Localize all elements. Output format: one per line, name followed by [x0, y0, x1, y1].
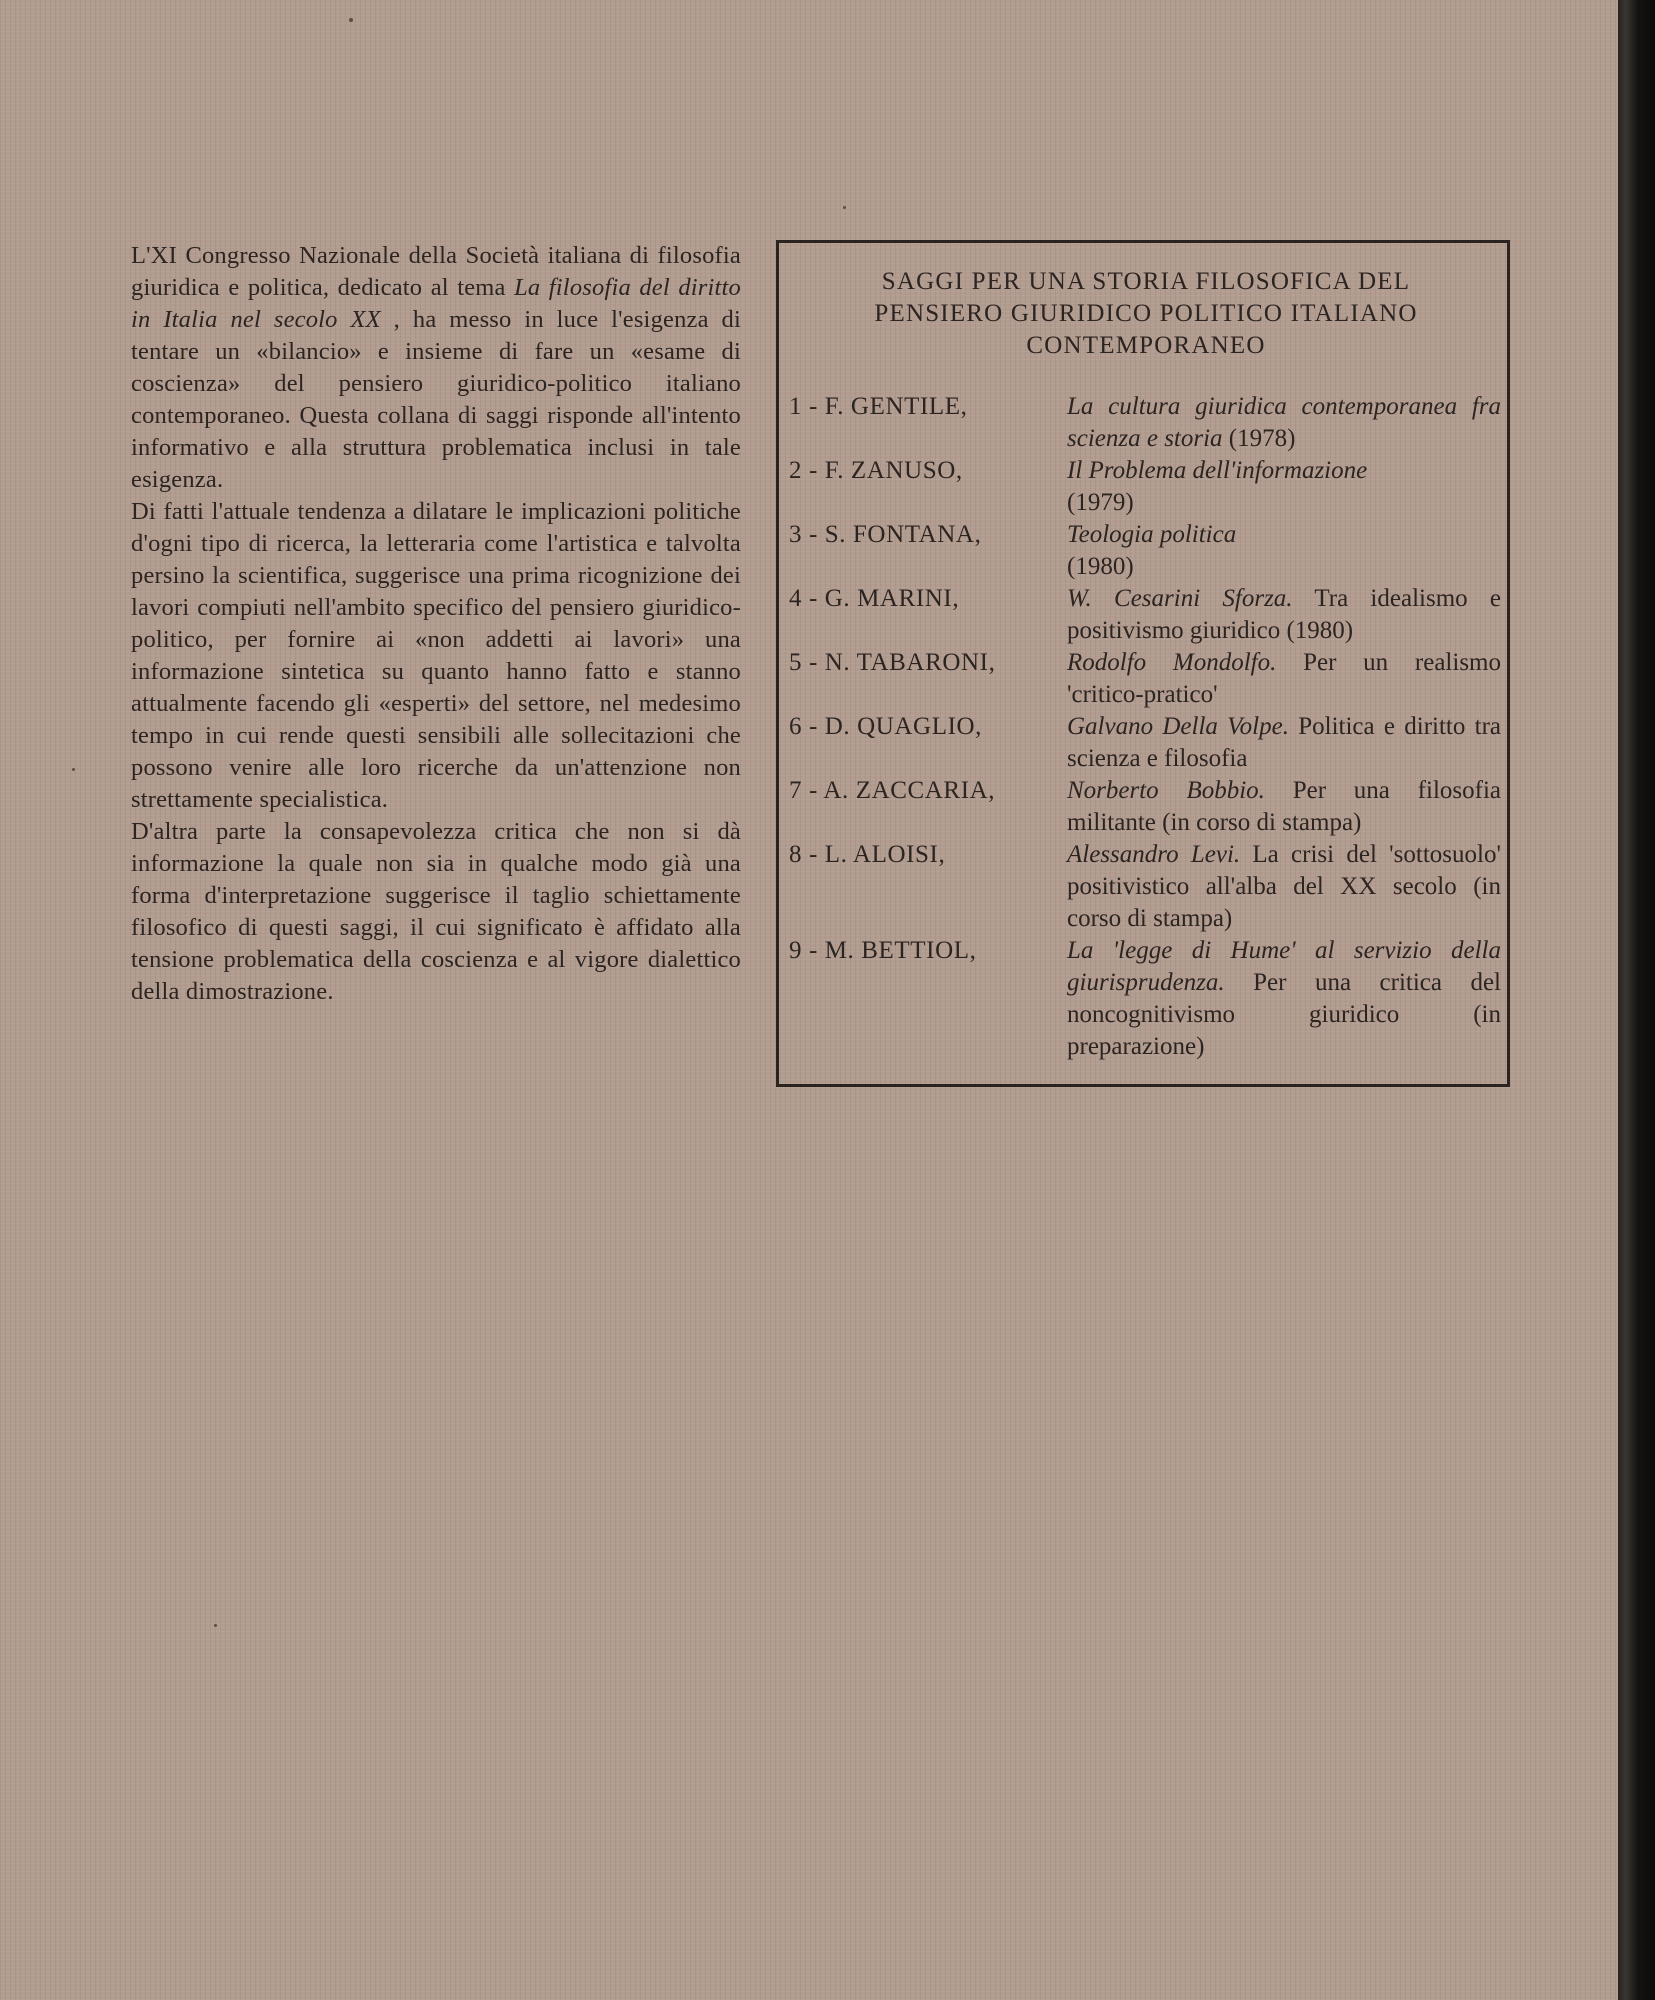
paper-speck — [843, 206, 846, 209]
list-item — [789, 775, 1501, 839]
intro-paragraph-1: L'XI Congresso Nazionale della Società italiana di filosofia giuridica e politica, dedicato al tema La filosofia del diritto in Italia nel secolo XX , ha messo in luce l'esigenza di tentare un «bilancio» e insieme di fare un «esame di coscienza» del pensiero giuridico-politico italiano contemporaneo. Questa collana di saggi risponde all'intento informativo e alla struttura problematica inclusi in tale esigenza. — [131, 242, 741, 493]
list-item — [789, 391, 1501, 455]
entry-author: 4 - G. MARINI, — [789, 585, 960, 612]
list-item — [789, 519, 1501, 583]
list-item — [789, 583, 1501, 647]
series-title: SAGGI PER UNA STORIA FILOSOFICA DEL PENSIERO GIURIDICO POLITICO ITALIANO CONTEMPORANEO — [874, 268, 1418, 359]
series-entries — [789, 391, 1501, 1063]
entry-author: 3 - S. FONTANA, — [789, 521, 982, 548]
intro-paragraph-2: Di fatti l'attuale tendenza a dilatare le implicazioni politiche d'ogni tipo di ricerca, la letteraria come l'artistica e talvolta persino la scientifica, suggerisce una prima ricognizione dei lavori compiuti nell'ambito specifico del pensiero giuridico-politico, per fornire ai «non addetti ai lavori» una informazione sintetica su quanto hanno fatto e stanno attualmente facendo gli «esperti» del settore, nel medesimo tempo in cui rende questi sensibili alle sollecitazioni che possono venire alle loro ricerche da un'attenzione non strettamente specialistica. — [131, 498, 741, 813]
entry-work: Galvano Della Volpe. Politica e diritto tra scienza e filosofia — [1067, 713, 1501, 772]
paper-speck — [214, 1624, 217, 1627]
intro-paragraph-3: D'altra parte la consapevolezza critica che non si dà informazione la quale non sia in qualche modo già una forma d'interpretazione suggerisce il taglio schiettamente filosofico di questi saggi, il cui significato è affidato alla tensione problematica della coscienza e al vigore dialettico della dimostrazione. — [131, 818, 741, 1005]
list-item — [789, 455, 1501, 519]
paper-speck — [72, 768, 75, 771]
entry-author: 5 - N. TABARONI, — [789, 649, 996, 676]
entry-work: Teologia politica (1980) — [1067, 521, 1237, 580]
list-item — [789, 647, 1501, 711]
list-item — [789, 711, 1501, 775]
entry-work: Norberto Bobbio. Per una filosofia militante (in corso di stampa) — [1067, 777, 1501, 836]
entry-author: 6 - D. QUAGLIO, — [789, 713, 982, 740]
congress-theme: La filosofia del diritto in Italia nel secolo XX — [131, 274, 741, 333]
series-introduction — [131, 240, 741, 1008]
list-item — [789, 935, 1501, 1063]
book-spine-edge — [1618, 0, 1655, 2000]
paper-speck — [349, 18, 353, 22]
entry-author: 1 - F. GENTILE, — [789, 393, 968, 420]
entry-work: Alessandro Levi. La crisi del 'sottosuolo' positivistico all'alba del XX secolo (in corso di stampa) — [1067, 841, 1501, 932]
entry-author: 2 - F. ZANUSO, — [789, 457, 963, 484]
entry-author: 7 - A. ZACCARIA, — [789, 777, 996, 804]
list-item — [789, 839, 1501, 935]
entry-work: La cultura giuridica contemporanea fra scienza e storia (1978) — [1067, 393, 1501, 452]
entry-work: W. Cesarini Sforza. Tra idealismo e positivismo giuridico (1980) — [1067, 585, 1501, 644]
entry-author: 9 - M. BETTIOL, — [789, 937, 977, 964]
entry-author: 8 - L. ALOISI, — [789, 841, 946, 868]
entry-work: La 'legge di Hume' al servizio della giurisprudenza. Per una critica del noncognitivismo giuridico (in preparazione) — [1067, 937, 1501, 1060]
entry-work: Rodolfo Mondolfo. Per un realismo 'critico-pratico' — [1067, 649, 1501, 708]
series-list-box — [776, 240, 1510, 1087]
entry-work: Il Problema dell'informazione (1979) — [1067, 457, 1368, 516]
